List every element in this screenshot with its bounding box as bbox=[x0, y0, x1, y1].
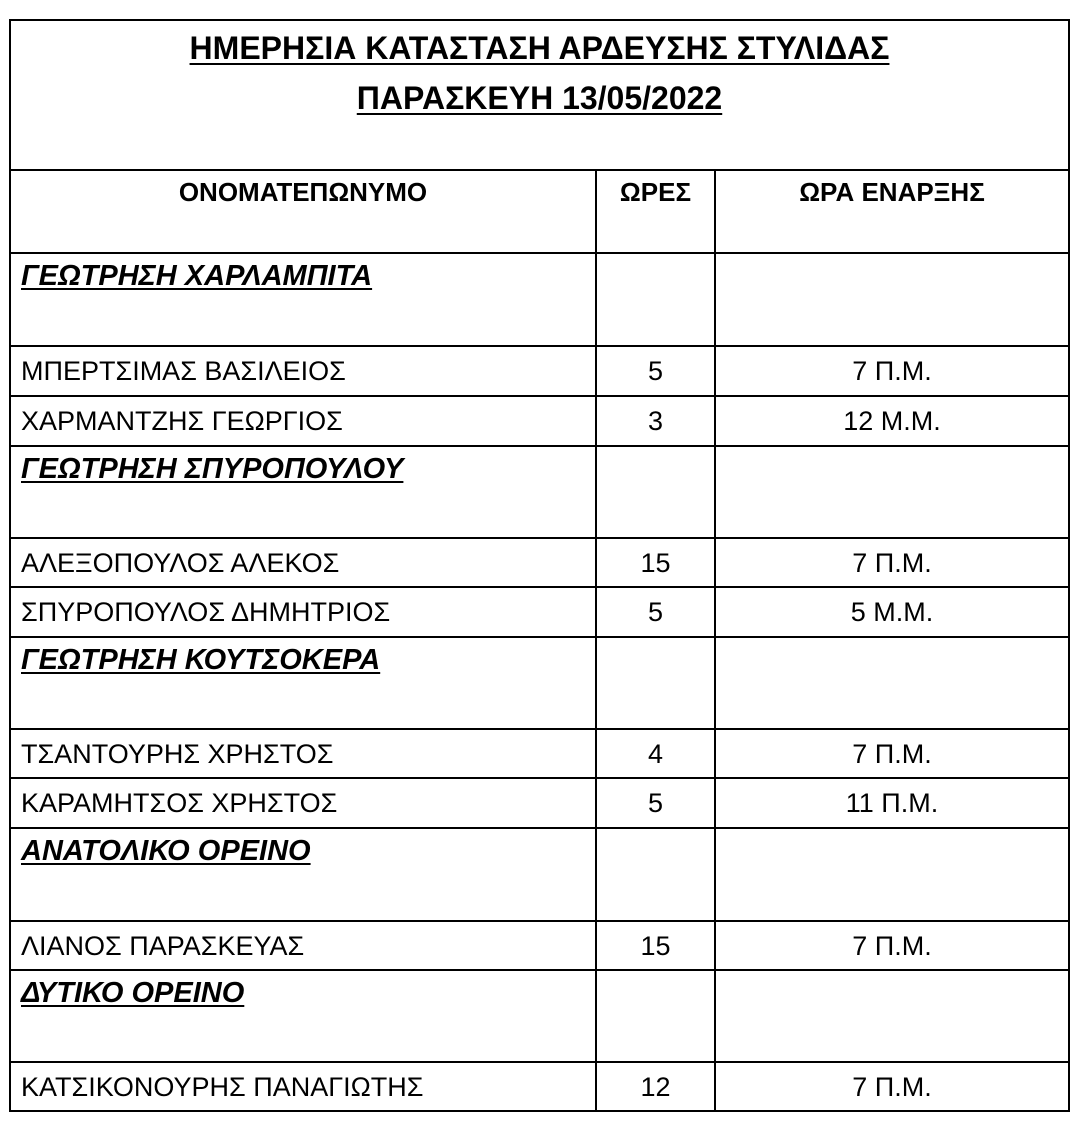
worker-name: ΤΣΑΝΤΟΥΡΗΣ ΧΡΗΣΤΟΣ bbox=[11, 730, 597, 777]
empty-cell bbox=[597, 971, 716, 1061]
irrigation-report-sheet bbox=[9, 19, 1070, 1112]
hours-value: 12 bbox=[597, 1063, 716, 1110]
start-time-value: 7 Π.Μ. bbox=[852, 1072, 932, 1102]
start-time-value: 5 Μ.Μ. bbox=[850, 597, 934, 627]
worker-name: ΚΑΤΣΙΚΟΝΟΥΡΗΣ ΠΑΝΑΓΙΩΤΗΣ bbox=[11, 1063, 597, 1110]
start-time-value: 7 Π.Μ. bbox=[852, 931, 932, 961]
group-row bbox=[11, 254, 1068, 347]
table-row bbox=[11, 347, 1068, 397]
start-time-value: 7 Π.Μ. bbox=[852, 548, 932, 578]
start-time-value: 11 Π.Μ. bbox=[845, 788, 939, 818]
table-row bbox=[11, 397, 1068, 447]
group-title: ΓΕΩΤΡΗΣΗ ΣΠΥΡΟΠΟΥΛΟΥ bbox=[11, 447, 597, 537]
table-row bbox=[11, 922, 1068, 971]
header-name: ΟΝΟΜΑΤΕΠΩΝΥΜΟ bbox=[11, 171, 597, 252]
table-row bbox=[11, 779, 1068, 829]
group-row bbox=[11, 447, 1068, 539]
empty-cell bbox=[597, 447, 716, 537]
report-title: ΗΜΕΡΗΣΙΑ ΚΑΤΑΣΤΑΣΗ ΑΡΔΕΥΣΗΣ ΣΤΥΛΙΔΑΣ bbox=[189, 30, 890, 66]
empty-cell bbox=[716, 254, 1068, 345]
start-time-value: 7 Π.Μ. bbox=[852, 356, 932, 386]
table-row bbox=[11, 1063, 1068, 1110]
table-row bbox=[11, 588, 1068, 638]
group-row bbox=[11, 971, 1068, 1063]
group-title: ΓΕΩΤΡΗΣΗ ΚΟΥΤΣΟΚΕΡΑ bbox=[11, 638, 597, 728]
empty-cell bbox=[716, 971, 1068, 1061]
empty-cell bbox=[597, 829, 716, 920]
worker-name: ΛΙΑΝΟΣ ΠΑΡΑΣΚΕΥΑΣ bbox=[11, 922, 597, 969]
table-row bbox=[11, 539, 1068, 588]
empty-cell bbox=[597, 638, 716, 728]
worker-name: ΑΛΕΞΟΠΟΥΛΟΣ ΑΛΕΚΟΣ bbox=[11, 539, 597, 586]
hours-value: 3 bbox=[597, 397, 716, 445]
worker-name: ΧΑΡΜΑΝΤΖΗΣ ΓΕΩΡΓΙΟΣ bbox=[11, 397, 597, 445]
group-row bbox=[11, 638, 1068, 730]
header-hours: ΩΡΕΣ bbox=[597, 171, 716, 252]
worker-name: ΜΠΕΡΤΣΙΜΑΣ ΒΑΣΙΛΕΙΟΣ bbox=[11, 347, 597, 395]
empty-cell bbox=[716, 638, 1068, 728]
hours-value: 5 bbox=[597, 779, 716, 827]
hours-value: 15 bbox=[597, 539, 716, 586]
report-title-block bbox=[11, 21, 1068, 171]
header-start-time: ΩΡΑ ΕΝΑΡΞΗΣ bbox=[799, 177, 985, 207]
table-row bbox=[11, 730, 1068, 779]
group-title: ΑΝΑΤΟΛΙΚΟ ΟΡΕΙΝΟ bbox=[11, 829, 597, 920]
empty-cell bbox=[716, 829, 1068, 920]
hours-value: 5 bbox=[597, 588, 716, 636]
worker-name: ΣΠΥΡΟΠΟΥΛΟΣ ΔΗΜΗΤΡΙΟΣ bbox=[11, 588, 597, 636]
worker-name: ΚΑΡΑΜΗΤΣΟΣ ΧΡΗΣΤΟΣ bbox=[11, 779, 597, 827]
group-title: ΓΕΩΤΡΗΣΗ ΧΑΡΛΑΜΠΙΤΑ bbox=[11, 254, 597, 345]
report-date: ΠΑΡΑΣΚΕΥΗ 13/05/2022 bbox=[356, 80, 723, 116]
start-time-value: 7 Π.Μ. bbox=[852, 739, 932, 769]
table-header-row bbox=[11, 171, 1068, 254]
start-time-value: 12 Μ.Μ. bbox=[843, 406, 941, 436]
group-row bbox=[11, 829, 1068, 922]
empty-cell bbox=[597, 254, 716, 345]
empty-cell bbox=[716, 447, 1068, 537]
hours-value: 4 bbox=[597, 730, 716, 777]
group-title: ΔΥΤΙΚΟ ΟΡΕΙΝΟ bbox=[11, 971, 597, 1061]
hours-value: 5 bbox=[597, 347, 716, 395]
hours-value: 15 bbox=[597, 922, 716, 969]
